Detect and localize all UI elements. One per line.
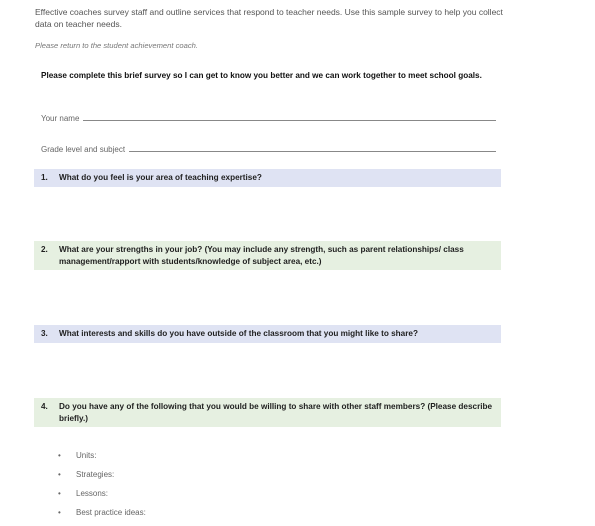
question-1 bbox=[34, 169, 501, 187]
name-field[interactable] bbox=[41, 111, 496, 123]
bullet-icon: • bbox=[58, 470, 61, 479]
question-2-number: 2. bbox=[41, 245, 48, 254]
name-field-label: Your name bbox=[41, 114, 80, 123]
share-item-label: Best practice ideas: bbox=[76, 508, 146, 517]
question-4 bbox=[34, 398, 501, 427]
survey-intro: Please complete this brief survey so I can get to know you better and we can work together to meet school goals. bbox=[41, 71, 482, 80]
share-item-label: Strategies: bbox=[76, 470, 115, 479]
bullet-icon: • bbox=[58, 489, 61, 498]
question-3-text: What interests and skills do you have outside of the classroom that you might like to share? bbox=[59, 329, 418, 338]
question-2 bbox=[34, 241, 501, 270]
return-note: Please return to the student achievement coach. bbox=[35, 41, 198, 50]
share-item-lessons bbox=[58, 489, 108, 498]
question-3 bbox=[34, 325, 501, 343]
share-item-best-practice bbox=[58, 508, 146, 517]
bullet-icon: • bbox=[58, 451, 61, 460]
question-3-number: 3. bbox=[41, 329, 48, 338]
question-4-text: Do you have any of the following that you would be willing to share with other staff members? (Please describe briefly.) bbox=[59, 402, 493, 423]
name-field-line[interactable] bbox=[83, 120, 496, 121]
question-4-number: 4. bbox=[41, 402, 48, 411]
question-2-text: What are your strengths in your job? (You may include any strength, such as parent relationships/ class management/rapport with students/knowledge of subject area, etc.) bbox=[59, 245, 464, 266]
share-item-strategies bbox=[58, 470, 114, 479]
intro-text: Effective coaches survey staff and outline services that respond to teacher needs. Use this sample survey to help you collect data on teacher needs. bbox=[35, 7, 503, 29]
question-1-text: What do you feel is your area of teaching expertise? bbox=[59, 173, 262, 182]
grade-subject-field[interactable] bbox=[41, 142, 496, 154]
grade-subject-field-line[interactable] bbox=[129, 151, 496, 152]
share-item-units bbox=[58, 451, 96, 460]
share-item-label: Lessons: bbox=[76, 489, 109, 498]
share-item-label: Units: bbox=[76, 451, 97, 460]
question-1-number: 1. bbox=[41, 173, 48, 182]
bullet-icon: • bbox=[58, 508, 61, 517]
grade-subject-field-label: Grade level and subject bbox=[41, 145, 126, 154]
